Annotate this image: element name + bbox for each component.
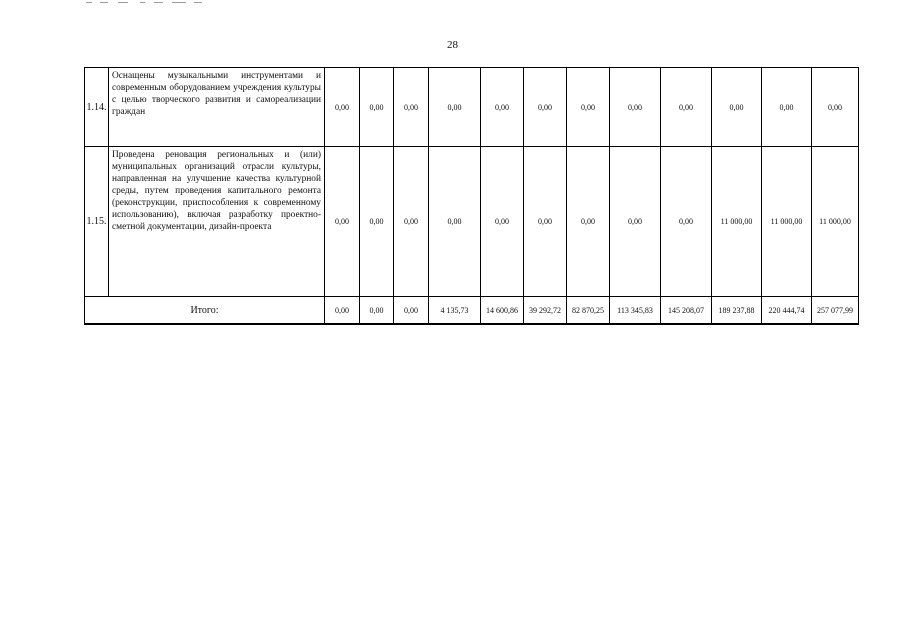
total-value: 257 077,99 [812,297,859,325]
total-value: 113 345,83 [610,297,661,325]
value-cell: 0,00 [524,68,567,147]
table-row [85,68,859,147]
value-cell: 0,00 [524,147,567,297]
value-cell: 0,00 [429,68,481,147]
value-cell: 11 000,00 [712,147,762,297]
row-number: 1.15. [85,147,109,297]
value-cell: 0,00 [610,68,661,147]
total-value: 0,00 [325,297,360,325]
value-cell: 0,00 [712,68,762,147]
value-cell: 0,00 [567,147,610,297]
total-label: Итого: [85,297,325,325]
value-cell: 0,00 [661,147,712,297]
value-cell: 11 000,00 [812,147,859,297]
row-description: Проведена реновация региональных и (или) муниципальных организаций отрасли культуры, направленная на улучшение качества культурной среды, путем проведения капитального ремонта (реконструкции, приспособления к современному использованию), включая разработку проектно-сметной документации, дизайн-проекта [109,147,325,297]
total-value: 82 870,25 [567,297,610,325]
budget-table [84,67,859,325]
value-cell: 0,00 [394,68,429,147]
value-cell: 0,00 [360,147,394,297]
total-value: 14 600,86 [481,297,524,325]
table-row [85,147,859,297]
value-cell: 11 000,00 [762,147,812,297]
row-number: 1.14. [85,68,109,147]
total-value: 145 208,07 [661,297,712,325]
total-value: 189 237,88 [712,297,762,325]
value-cell: 0,00 [325,68,360,147]
total-row [85,297,859,325]
value-cell: 0,00 [762,68,812,147]
value-cell: 0,00 [394,147,429,297]
scan-artifact-marks [84,0,214,6]
total-value: 0,00 [394,297,429,325]
total-value: 0,00 [360,297,394,325]
total-value: 220 444,74 [762,297,812,325]
page-number: 28 [447,39,458,51]
value-cell: 0,00 [567,68,610,147]
value-cell: 0,00 [610,147,661,297]
value-cell: 0,00 [481,68,524,147]
value-cell: 0,00 [481,147,524,297]
total-value: 4 135,73 [429,297,481,325]
value-cell: 0,00 [360,68,394,147]
value-cell: 0,00 [429,147,481,297]
value-cell: 0,00 [661,68,712,147]
value-cell: 0,00 [812,68,859,147]
value-cell: 0,00 [325,147,360,297]
total-value: 39 292,72 [524,297,567,325]
row-description: Оснащены музыкальными инструментами и современным оборудованием учреждения культуры с целью творческого развития и самореализации граждан [109,68,325,147]
